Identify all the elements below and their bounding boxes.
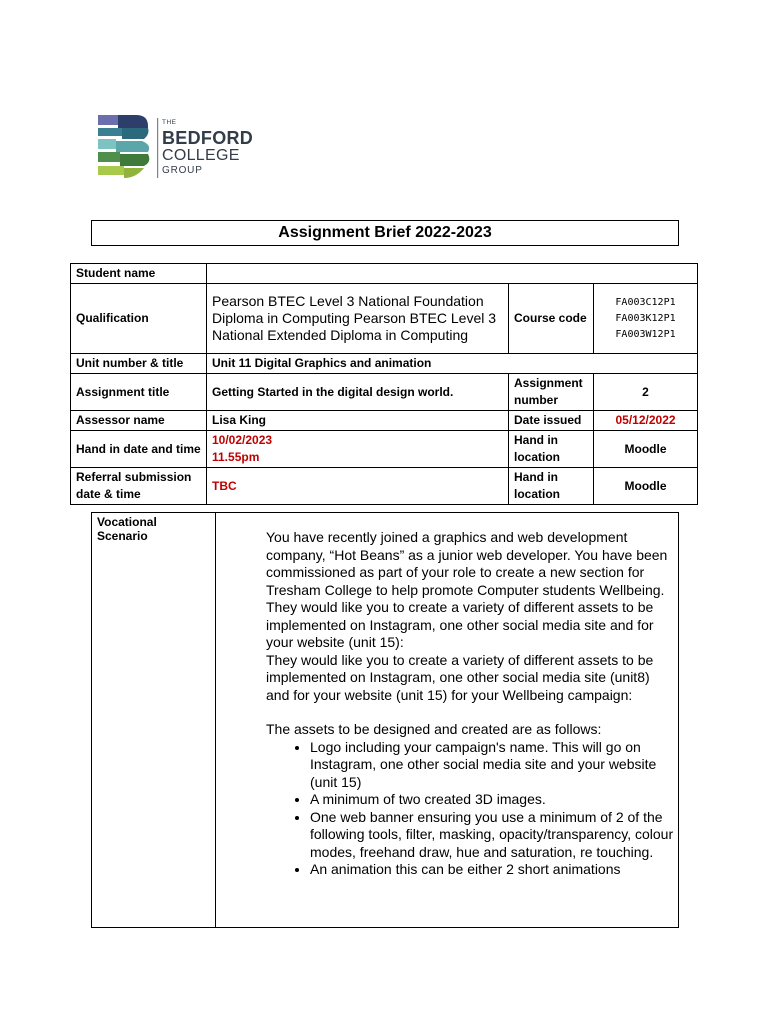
paragraph-gap: [266, 704, 676, 721]
assignment-title-value: Getting Started in the digital design world.: [207, 374, 509, 411]
hand-in-location-label: Hand in location: [509, 431, 594, 468]
scenario-paragraph: They would like you to create a variety of different assets to be implemented on Instagram, one other social media site (unit8) and for your website (unit 15) for your Wellbeing campaign:: [266, 651, 654, 703]
referral-location-value: Moodle: [594, 468, 698, 505]
course-codes: [594, 284, 698, 354]
table-row: [71, 411, 698, 431]
logo-college: COLLEGE: [162, 146, 240, 164]
logo-group: GROUP: [162, 164, 203, 176]
logo-wordmark: [162, 120, 253, 176]
list-item: • One web banner ensuring you use a minimum of 2 of the following tools, filter, masking, opacity/transparency, colour modes, freehand draw, hue and saturation, re touching.: [310, 809, 676, 862]
logo-stripe: [122, 128, 149, 139]
list-item: • A minimum of two created 3D images.: [310, 791, 676, 809]
hand-in-date: 10/02/2023: [212, 433, 273, 447]
scenario-label: Vocational Scenario: [92, 513, 216, 927]
logo-stripe: [98, 152, 120, 162]
scenario-paragraph: The assets to be designed and created are as follows:: [266, 721, 602, 737]
scenario-body: [266, 529, 676, 879]
table-row: [71, 284, 698, 354]
student-name-value: [207, 264, 698, 284]
hand-in-value: [207, 431, 509, 468]
hand-in-label: Hand in date and time: [71, 431, 207, 468]
title-box: [91, 220, 679, 246]
qualification-label: Qualification: [71, 284, 207, 354]
qualification-value: Pearson BTEC Level 3 National Foundation Diploma in Computing Pearson BTEC Level 3 National Extended Diploma in Computing: [207, 284, 509, 354]
hand-in-location-value: Moodle: [594, 431, 698, 468]
assignment-number-value: 2: [594, 374, 698, 411]
logo-stripe: [116, 141, 149, 152]
scenario-paragraph: You have recently joined a graphics and web development company, “Hot Beans” as a junior web developer. You have been commissioned as part of your role to create a new section for Tresham College to help promote Computer students Wellbeing. They would like you to create a variety of different assets to be implemented on Instagram, one other social media site and for your website (unit 15):: [266, 529, 668, 650]
assets-list: [266, 739, 676, 879]
table-row: [71, 468, 698, 505]
table-row: [71, 264, 698, 284]
assessor-value: Lisa King: [207, 411, 509, 431]
assignment-number-label: Assignment number: [509, 374, 594, 411]
table-row: [71, 374, 698, 411]
table-row: [71, 354, 698, 374]
assessor-label: Assessor name: [71, 411, 207, 431]
logo-stripe: [98, 128, 122, 136]
course-code: FA003C12P1: [615, 296, 676, 308]
student-name-label: Student name: [71, 264, 207, 284]
assignment-info-table: [70, 263, 698, 505]
course-code: FA003K12P1: [615, 312, 676, 324]
logo-the: THE: [162, 119, 177, 126]
logo-stripe: [120, 154, 149, 166]
logo-stripe: [118, 115, 148, 128]
list-item: • Logo including your campaign's name. This will go on Instagram, one other social media site and your website (unit 15): [310, 739, 676, 792]
table-row: [71, 431, 698, 468]
date-issued-value: 05/12/2022: [594, 411, 698, 431]
logo-divider: [157, 118, 158, 178]
unit-label: Unit number & title: [71, 354, 207, 374]
unit-value: Unit 11 Digital Graphics and animation: [207, 354, 698, 374]
referral-location-label: Hand in location: [509, 468, 594, 505]
hand-in-time: 11.55pm: [212, 450, 260, 464]
list-item: • An animation this can be either 2 short animations: [310, 861, 676, 879]
logo-stripe: [124, 168, 144, 178]
referral-label: Referral submission date & time: [71, 468, 207, 505]
logo-stripe: [98, 166, 124, 175]
assignment-title-label: Assignment title: [71, 374, 207, 411]
date-issued-label: Date issued: [509, 411, 594, 431]
page-title: Assignment Brief 2022-2023: [278, 224, 492, 241]
course-code: FA003W12P1: [615, 328, 676, 340]
logo-stripe: [98, 115, 118, 125]
course-code-label: Course code: [509, 284, 594, 354]
vocational-scenario-box: [91, 512, 679, 928]
logo-stripe: [98, 139, 116, 149]
referral-value: TBC: [207, 468, 509, 505]
logo-bedford: BEDFORD: [162, 127, 254, 148]
